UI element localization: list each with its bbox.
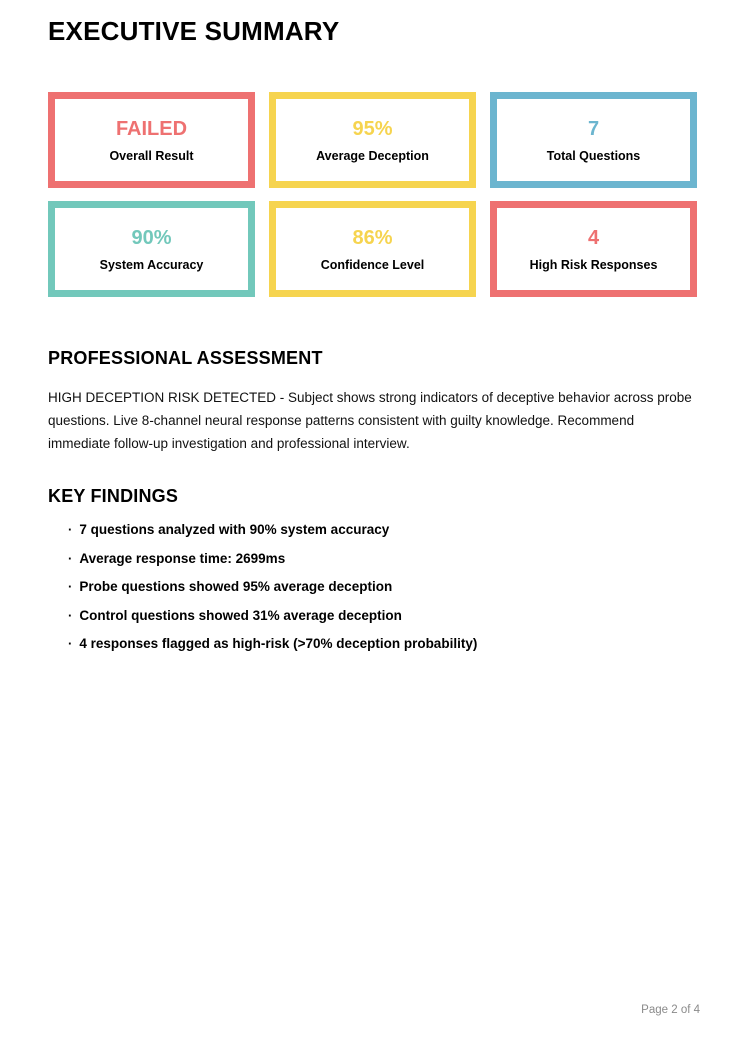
page-title: EXECUTIVE SUMMARY bbox=[48, 16, 340, 46]
bullet-icon: · bbox=[68, 550, 73, 566]
stat-label: Average Deception bbox=[316, 148, 429, 163]
stat-value: 86% bbox=[352, 226, 393, 249]
stat-card-high-risk-responses bbox=[490, 201, 697, 297]
finding-text: 4 responses flagged as high-risk (>70% deception probability) bbox=[79, 636, 478, 651]
assessment-heading: PROFESSIONAL ASSESSMENT bbox=[48, 348, 323, 368]
stat-card-overall-result bbox=[48, 92, 255, 188]
stat-label: Confidence Level bbox=[320, 257, 425, 272]
stat-value: 7 bbox=[587, 117, 600, 140]
stat-card-total-questions bbox=[490, 92, 697, 188]
finding-text: Average response time: 2699ms bbox=[79, 550, 286, 566]
stat-card-confidence-level bbox=[269, 201, 476, 297]
stat-value: FAILED bbox=[115, 117, 188, 140]
stat-value: 90% bbox=[131, 226, 172, 249]
stat-label: System Accuracy bbox=[99, 257, 204, 272]
finding-item bbox=[68, 609, 697, 623]
finding-text: Probe questions showed 95% average deception bbox=[79, 579, 393, 594]
stat-card-average-deception bbox=[269, 92, 476, 188]
page-number: Page 2 of 4 bbox=[641, 1004, 700, 1016]
bullet-icon: · bbox=[68, 579, 73, 594]
findings-list bbox=[48, 523, 697, 651]
findings-heading: KEY FINDINGS bbox=[48, 486, 179, 506]
finding-text: Control questions showed 31% average deception bbox=[79, 607, 402, 623]
stat-label: Overall Result bbox=[109, 148, 194, 163]
stat-value: 4 bbox=[587, 226, 600, 249]
finding-item bbox=[68, 523, 697, 537]
stat-card-system-accuracy bbox=[48, 201, 255, 297]
stat-value: 95% bbox=[352, 117, 393, 140]
bullet-icon: · bbox=[68, 522, 73, 537]
bullet-icon: · bbox=[68, 607, 73, 623]
finding-text: 7 questions analyzed with 90% system accuracy bbox=[79, 522, 390, 537]
finding-item bbox=[68, 552, 697, 566]
finding-item bbox=[68, 580, 697, 594]
stat-label: Total Questions bbox=[546, 148, 641, 163]
stat-cards-grid bbox=[48, 92, 697, 297]
bullet-icon: · bbox=[68, 636, 73, 651]
assessment-body-text: HIGH DECEPTION RISK DETECTED - Subject shows strong indicators of deceptive behavior across probe questions. Live 8-channel neural response patterns consistent with guilty knowledge. Recommend immediate follow-up investigation and professional interview. bbox=[48, 390, 692, 451]
finding-item bbox=[68, 637, 697, 651]
stat-label: High Risk Responses bbox=[529, 257, 658, 272]
